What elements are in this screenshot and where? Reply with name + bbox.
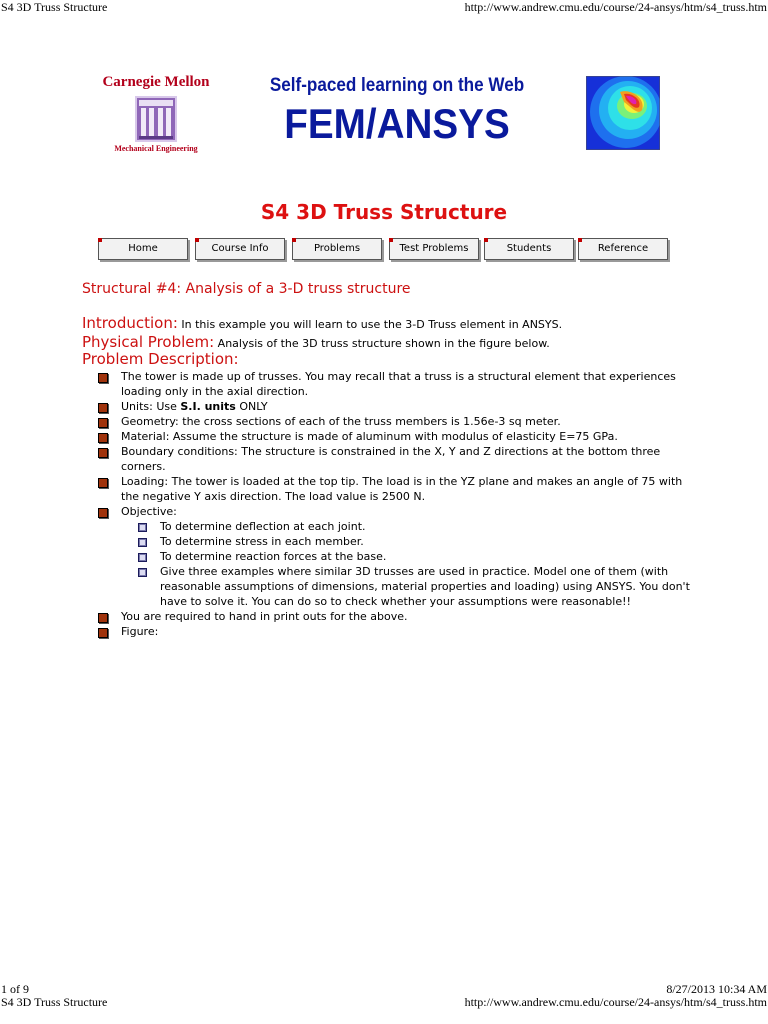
nav-students-button[interactable] — [484, 238, 574, 260]
cmu-department: Mechanical Engineering — [114, 144, 198, 153]
objective-text: To determine deflection at each joint. — [160, 520, 366, 533]
list-item — [98, 369, 698, 399]
nav-label: Test Problems — [399, 243, 469, 254]
bullet-icon — [98, 508, 108, 518]
fem-contour-image — [586, 76, 660, 150]
bullet-icon — [98, 628, 108, 638]
site-title: FEM/ANSYS — [284, 100, 510, 147]
nav-course-info-button[interactable] — [195, 238, 285, 260]
item-text: The tower is made up of trusses. You may recall that a truss is a structural element that experiences loading only in the axial direction. — [121, 370, 676, 398]
introduction-label: Introduction: — [82, 314, 178, 332]
print-footer-title — [0, 995, 768, 1009]
tagline: Self-paced learning on the Web — [269, 75, 525, 96]
objective-item — [98, 564, 698, 609]
objective-item — [98, 534, 698, 549]
cmu-logo[interactable] — [93, 74, 219, 158]
bullet-icon — [98, 373, 108, 383]
page-number: 1 of 9 — [1, 982, 29, 996]
print-header-title: S4 3D Truss Structure — [1, 0, 108, 14]
list-item — [98, 429, 698, 444]
introduction — [82, 314, 562, 332]
bullet-icon — [98, 433, 108, 443]
physical-problem-label: Physical Problem: — [82, 333, 215, 351]
item-text: Material: Assume the structure is made of aluminum with modulus of elasticity E=75 GPa. — [121, 430, 618, 443]
print-header — [0, 0, 768, 14]
page-title: S4 3D Truss Structure — [260, 200, 508, 224]
physical-problem — [82, 333, 550, 351]
objective-item — [98, 549, 698, 564]
cmu-name: Carnegie Mellon — [102, 74, 210, 90]
nav-test-problems-button[interactable] — [389, 238, 479, 260]
nav-label: Reference — [597, 243, 649, 254]
nav-marker-icon — [98, 238, 102, 242]
bullet-icon — [98, 418, 108, 428]
objective-text: Give three examples where similar 3D trusses are used in practice. Model one of them (with reasonable assumptions of dimensions, material properties and loading) using ANSYS. You don't have to solve it. You can do so to check whether your assumptions were reasonable!! — [160, 565, 690, 608]
problem-description — [82, 350, 239, 368]
item-text: Objective: — [121, 505, 177, 518]
item-text: Figure: — [121, 625, 159, 638]
sub-bullet-icon — [138, 553, 147, 562]
list-item — [98, 624, 698, 639]
nav-marker-icon — [578, 238, 582, 242]
physical-problem-text: Analysis of the 3D truss structure shown in the figure below. — [214, 337, 550, 350]
bullet-icon — [98, 448, 108, 458]
nav-reference-button[interactable] — [578, 238, 668, 260]
cmu-building-logo-icon — [135, 96, 177, 142]
list-item — [98, 414, 698, 429]
nav-home-button[interactable] — [98, 238, 188, 260]
sub-bullet-icon — [138, 538, 147, 547]
sub-bullet-icon — [138, 568, 147, 577]
print-timestamp: 8/27/2013 10:34 AM — [666, 982, 767, 996]
item-text: ONLY — [235, 400, 268, 413]
nav-marker-icon — [195, 238, 199, 242]
item-text: Loading: The tower is loaded at the top tip. The load is in the YZ plane and makes an angle of 75 with the negative Y axis direction. The load value is 2500 N. — [121, 475, 683, 503]
bullet-icon — [98, 478, 108, 488]
bullet-icon — [98, 403, 108, 413]
list-item — [98, 444, 698, 474]
print-footer-url: http://www.andrew.cmu.edu/course/24-ansys/htm/s4_truss.htm — [464, 995, 767, 1009]
problem-description-list — [98, 369, 698, 639]
problem-description-label: Problem Description: — [82, 350, 239, 368]
print-footer-page — [0, 982, 768, 996]
nav-label: Problems — [313, 243, 361, 254]
nav-label: Students — [506, 243, 552, 254]
bullet-icon — [98, 613, 108, 623]
nav-label: Course Info — [211, 243, 269, 254]
nav-marker-icon — [389, 238, 393, 242]
nav-label: Home — [128, 243, 158, 254]
print-footer-title-text: S4 3D Truss Structure — [1, 995, 108, 1009]
section-heading: Structural #4: Analysis of a 3-D truss structure — [82, 281, 411, 297]
item-text: You are required to hand in print outs for the above. — [121, 610, 408, 623]
si-units-bold: S.I. units — [180, 400, 236, 413]
nav-problems-button[interactable] — [292, 238, 382, 260]
item-text: Boundary conditions: The structure is constrained in the X, Y and Z directions at the bottom three corners. — [121, 445, 661, 473]
nav-marker-icon — [484, 238, 488, 242]
item-text: Units: Use — [121, 400, 181, 413]
list-item — [98, 399, 698, 414]
item-text: Geometry: the cross sections of each of the truss members is 1.56e-3 sq meter. — [121, 415, 561, 428]
nav-marker-icon — [292, 238, 296, 242]
sub-bullet-icon — [138, 523, 147, 532]
objective-text: To determine stress in each member. — [160, 535, 364, 548]
objective-text: To determine reaction forces at the base. — [160, 550, 387, 563]
main-nav — [98, 238, 668, 260]
list-item — [98, 474, 698, 504]
introduction-text: In this example you will learn to use the 3-D Truss element in ANSYS. — [177, 318, 563, 331]
print-header-url: http://www.andrew.cmu.edu/course/24-ansys/htm/s4_truss.htm — [464, 0, 767, 14]
list-item — [98, 609, 698, 624]
list-item — [98, 504, 698, 519]
objective-item — [98, 519, 698, 534]
